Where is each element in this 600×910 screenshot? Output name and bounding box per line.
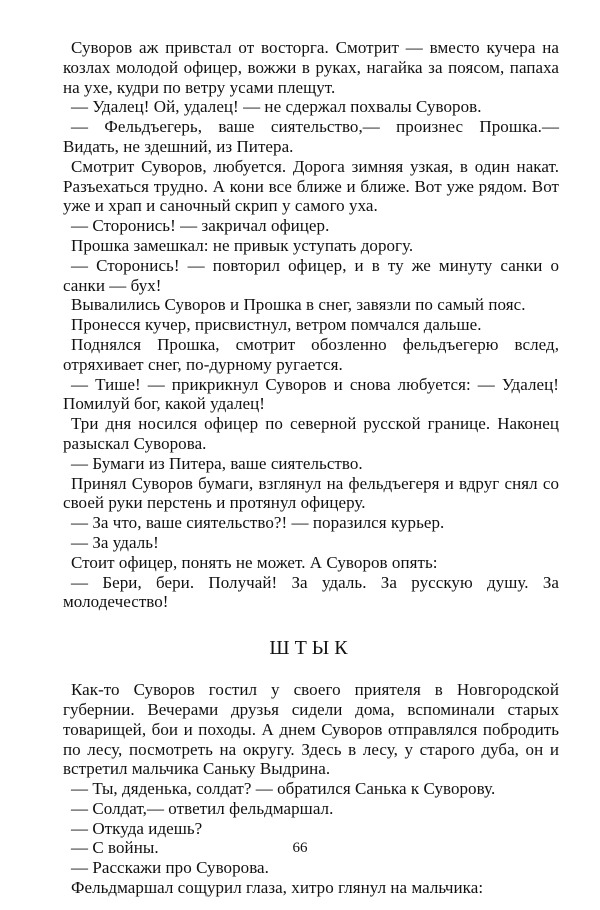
paragraph: Смотрит Суворов, любуется. Дорога зимняя узкая, в один накат. Разъехаться трудно. А кони все ближе и ближе. Вот уже рядом. Вот уже и храп и саночный скрип у самого уха. [63,156,559,216]
paragraph: — Расскажи про Суворова. [71,858,269,878]
paragraph: — За удаль! [71,532,159,552]
book-page [63,38,559,898]
paragraph: Поднялся Прошка, смотрит обозленно фельдъегерю вслед, отряхивает снег, по-дурному ругается. [63,334,559,374]
paragraph: — Сторонись! — закричал офицер. [71,216,330,236]
paragraph: — Ты, дяденька, солдат? — обратился Санька к Суворову. [71,779,496,799]
paragraph: — Сторонись! — повторил офицер, и в ту же минуту санки о санки — бух! [63,255,559,295]
paragraph: — Фельдъегерь, ваше сиятельство,— произнес Прошка.— Видать, не здешний, из Питера. [63,117,559,156]
paragraph: Вывалились Суворов и Прошка в снег, завязли по самый пояс. [71,295,526,315]
paragraph: Принял Суворов бумаги, взглянул на фельдъегеря и вдруг снял со своей руки перстень и протянул офицеру. [63,473,559,513]
story-continuation [63,38,559,612]
story-shtyk [63,680,559,898]
paragraph: Стоит офицер, понять не может. А Суворов опять: [71,552,438,572]
paragraph: Суворов аж привстал от восторга. Смотрит — вместо кучера на козлах молодой офицер, вожжи в руках, нагайка за поясом, папаха на ухе, кудри по ветру усами плещут. [63,38,559,97]
paragraph: Пронесся кучер, присвистнул, ветром помчался дальше. [71,315,482,335]
paragraph: — Бери, бери. Получай! За удаль. За русскую душу. За молодечество! [63,572,559,612]
paragraph: — Бумаги из Питера, ваше сиятельство. [71,453,363,473]
paragraph: Фельдмаршал сощурил глаза, хитро глянул на мальчика: [71,878,484,898]
paragraph: — С войны. [71,838,159,858]
paragraph: Прошка замешкал: не привык уступать дорогу. [71,235,414,255]
paragraph: — Откуда идешь? [71,818,203,838]
paragraph: — За что, ваше сиятельство?! — поразился курьер. [71,513,445,533]
paragraph: — Солдат,— ответил фельдмаршал. [71,798,334,818]
story-title: ШТЫК [269,637,353,660]
page-number: 66 [292,840,308,856]
paragraph: — Удалец! Ой, удалец! — не сдержал похвалы Суворов. [71,97,482,117]
paragraph: — Тише! — прикрикнул Суворов и снова любуется: — Удалец! Помилуй бог, какой удалец! [63,374,559,414]
paragraph: Три дня носился офицер по северной русской границе. Наконец разыскал Суворова. [63,414,559,453]
paragraph: Как-то Суворов гостил у своего приятеля в Новгородской губернии. Вечерами друзья сидели дома, вспоминали старых товарищей, бои и походы. А днем Суворов отправлялся побродить по лесу, посмотреть на округу. Здесь в лесу, у старого дуба, он и встретил мальчика Саньку Выдрина. [63,680,559,779]
